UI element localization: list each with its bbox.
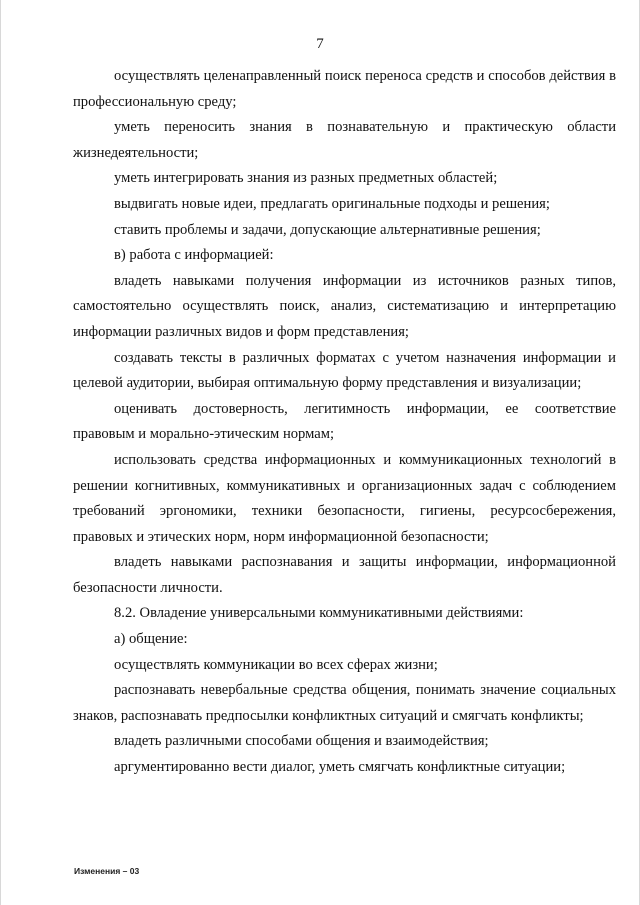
paragraph: владеть различными способами общения и взаимодействия; <box>114 733 489 750</box>
page-number: 7 <box>316 36 324 52</box>
section-heading: 8.2. Овладение универсальными коммуникативными действиями: <box>114 605 524 622</box>
paragraph: уметь переносить знания в познавательную и практическую области жизнедеятельности; <box>73 119 616 161</box>
subsection-label: а) общение: <box>114 631 188 648</box>
paragraph: уметь интегрировать знания из разных предметных областей; <box>114 170 498 187</box>
paragraph: ставить проблемы и задачи, допускающие альтернативные решения; <box>114 221 541 238</box>
paragraph: использовать средства информационных и коммуникационных технологий в решении когнитивных, коммуникативных и организационных задач с соблюдением требований эргономики, техники безопасности, гигиены, ресурсосбережения, правовых и этических норм, норм информационной безопасности; <box>73 451 616 545</box>
revision-footer: Изменения – 03 <box>74 866 140 876</box>
paragraph: создавать тексты в различных форматах с учетом назначения информации и целевой аудитории, выбирая оптимальную форму представления и визуализации; <box>73 349 616 392</box>
paragraph: выдвигать новые идеи, предлагать оригинальные подходы и решения; <box>114 195 550 212</box>
paragraph: осуществлять коммуникации во всех сферах жизни; <box>114 656 438 673</box>
paragraph: аргументированно вести диалог, уметь смягчать конфликтные ситуации; <box>114 759 566 776</box>
paragraph: осуществлять целенаправленный поиск переноса средств и способов действия в профессиональную среду; <box>73 68 616 110</box>
paragraph: владеть навыками получения информации из источников разных типов, самостоятельно осуществлять поиск, анализ, систематизацию и интерпретацию информации различных видов и форм представления; <box>73 272 616 340</box>
paragraph: в) работа с информацией: <box>114 247 274 264</box>
paragraph: владеть навыками распознавания и защиты информации, информационной безопасности личности. <box>73 554 616 596</box>
paragraph: оценивать достоверность, легитимность информации, ее соответствие правовым и морально-этическим нормам; <box>73 400 616 443</box>
body-text <box>73 64 616 781</box>
paragraph: распознавать невербальные средства общения, понимать значение социальных знаков, распознавать предпосылки конфликтных ситуаций и смягчать конфликты; <box>73 682 616 724</box>
